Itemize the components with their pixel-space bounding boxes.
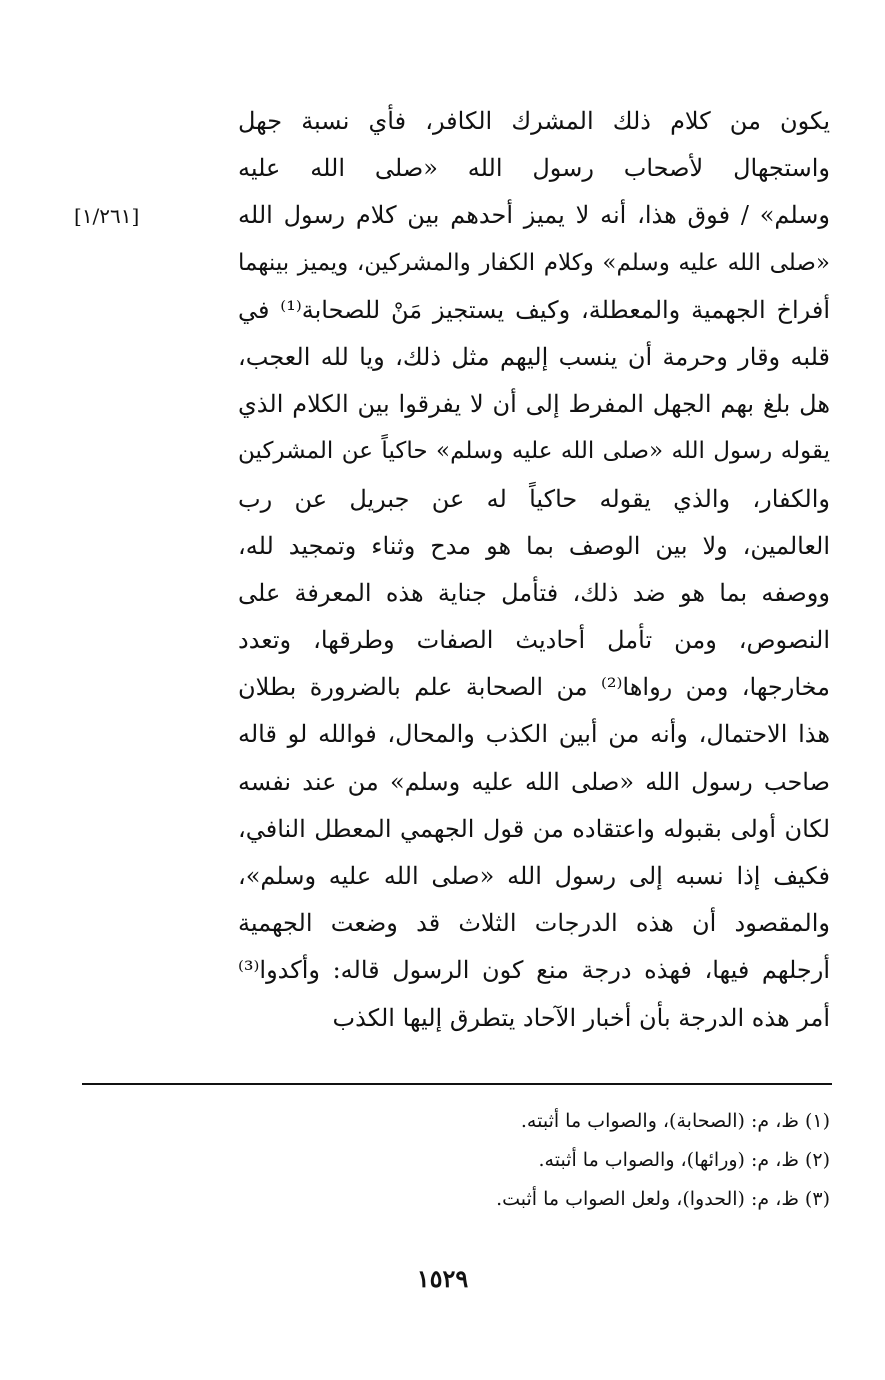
footnote-divider xyxy=(82,1083,832,1085)
text-line: ووصفه بما هو ضد ذلك، فتأمل جناية هذه المعرفة على xyxy=(238,578,830,607)
text-line: لكان أولى بقبوله واعتقاده من قول الجهمي المعطل النافي، xyxy=(238,814,830,843)
text-line: «صلى الله عليه وسلم» وكلام الكفار والمشركين، ويميز بينهما xyxy=(238,249,830,276)
text-line: فكيف إذا نسبه إلى رسول الله «صلى الله عليه وسلم»، xyxy=(238,862,831,890)
main-text xyxy=(238,98,830,1042)
text-line: مخارجها، ومن رواها⁽²⁾ من الصحابة علم بالضرورة بطلان xyxy=(238,673,830,702)
text-line: العالمين، ولا بين الوصف بما هو مدح وثناء وتمجيد لله، xyxy=(238,531,830,560)
footnotes xyxy=(90,1102,830,1219)
text-line: والكفار، والذي يقوله حاكياً له عن جبريل عن رب xyxy=(238,484,830,513)
text-line: قلبه وقار وحرمة أن ينسب إليهم مثل ذلك، ويا لله العجب، xyxy=(238,342,830,371)
footnote: (٢) ظ، م: (ورائها)، والصواب ما أثبته. xyxy=(538,1149,830,1171)
text-line: يكون من كلام ذلك المشرك الكافر، فأي نسبة جهل xyxy=(238,107,830,135)
text-line: وسلم» / فوق هذا، أنه لا يميز أحدهم بين كلام رسول الله xyxy=(238,201,830,230)
text-line: هل بلغ بهم الجهل المفرط إلى أن لا يفرقوا بين الكلام الذي xyxy=(238,390,830,419)
text-line: يقوله رسول الله «صلى الله عليه وسلم» حاكياً عن المشركين xyxy=(238,438,830,465)
text-line: واستجهال لأصحاب رسول الله «صلى الله عليه xyxy=(238,154,830,183)
text-line: والمقصود أن هذه الدرجات الثلاث قد وضعت الجهمية xyxy=(238,909,830,938)
footnote: (١) ظ، م: (الصحابة)، والصواب ما أثبته. xyxy=(520,1110,830,1132)
text-line: أفراخ الجهمية والمعطلة، وكيف يستجيز مَنْ للصحابة⁽¹⁾ في xyxy=(238,295,830,324)
footnote: (٣) ظ، م: (الحدوا)، ولعل الصواب ما أثبت. xyxy=(496,1188,830,1210)
text-line: النصوص، ومن تأمل أحاديث الصفات وطرقها، وتعدد xyxy=(238,626,830,655)
text-line: أمر هذه الدرجة بأن أخبار الآحاد يتطرق إليها الكذب xyxy=(332,1003,830,1032)
text-line: أرجلهم فيها، فهذه درجة منع كون الرسول قاله: وأكدوا⁽³⁾ xyxy=(238,956,830,985)
margin-reference: [١/٢٦١] xyxy=(74,204,140,228)
text-line: هذا الاحتمال، وأنه من أبين الكذب والمحال، فوالله لو قاله xyxy=(238,720,831,749)
page-number: ١٥٢٩ xyxy=(416,1264,469,1293)
text-line: صاحب رسول الله «صلى الله عليه وسلم» من عند نفسه xyxy=(238,767,830,796)
